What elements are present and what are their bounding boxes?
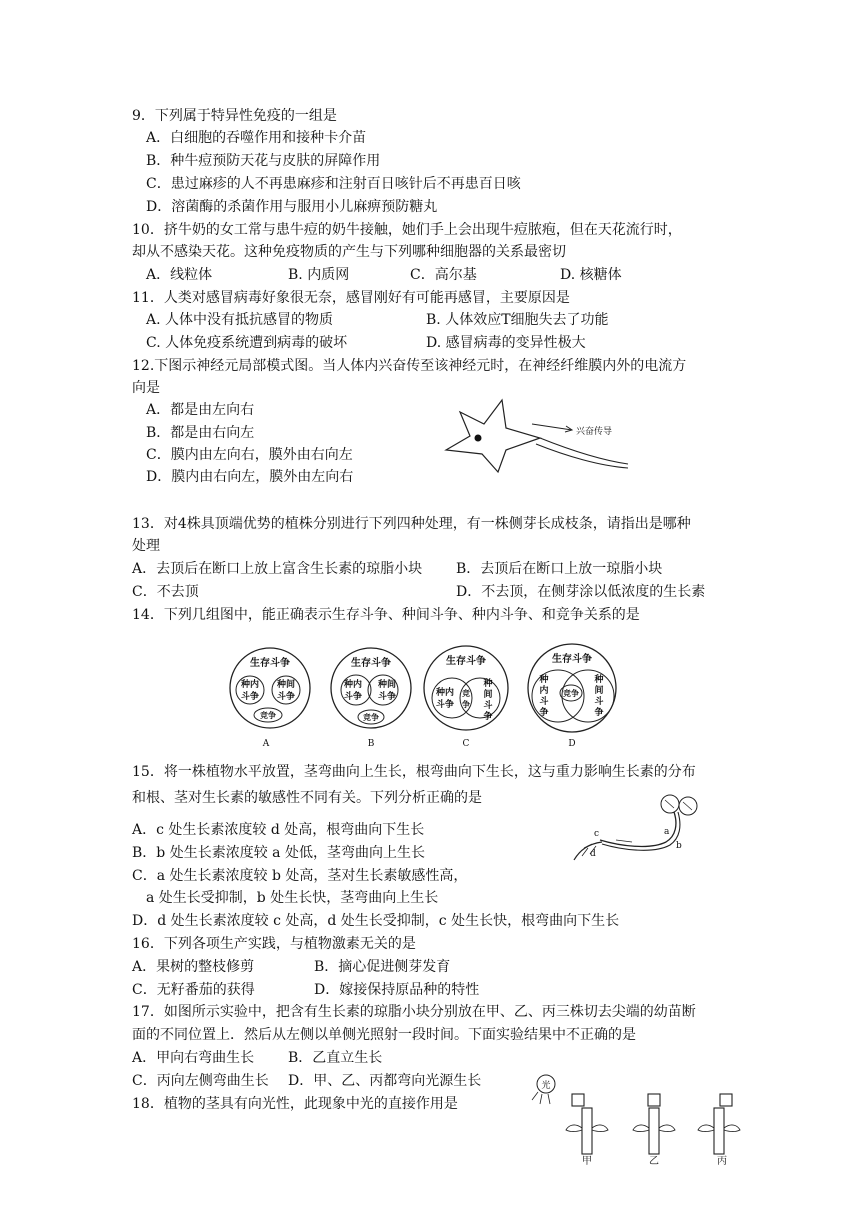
svg-text:争: 争 xyxy=(539,708,549,718)
venn-option-a xyxy=(230,648,310,749)
q11-option-a: A. 人体中没有抵抗感冒的物质 xyxy=(146,312,334,328)
q12-option-d: D．膜内由右向左，膜外由左向右 xyxy=(146,469,354,485)
q12-stem-line2: 向是 xyxy=(132,380,160,396)
fig-label-d: d xyxy=(590,849,596,859)
svg-text:斗: 斗 xyxy=(483,701,493,711)
q12-option-c: C．膜内由左向右，膜外由右向左 xyxy=(146,447,353,463)
q17-option-a: A．甲向右弯曲生长 xyxy=(132,1050,255,1066)
svg-text:种: 种 xyxy=(539,675,549,685)
seedling-jia-label: 甲 xyxy=(582,1156,592,1167)
seedling-yi-label: 乙 xyxy=(649,1156,659,1167)
q16-option-b: B．摘心促进侧芽发育 xyxy=(314,959,451,975)
q16-option-c: C．无籽番茄的获得 xyxy=(132,982,255,998)
fig-label-c: c xyxy=(594,829,600,839)
seedling-bing-label: 丙 xyxy=(717,1156,727,1167)
svg-text:种间: 种间 xyxy=(377,680,397,690)
venn-option-d xyxy=(528,644,616,749)
q15-option-c-line1: C．a 处生长素浓度较 b 处高，茎对生长素敏感性高， xyxy=(132,868,468,884)
neuron-figure xyxy=(440,398,630,474)
q13-option-c: C．不去顶 xyxy=(132,584,199,600)
q17-stem-line1: 17．如图所示实验中，把含有生长素的琼脂小块分别放在甲、乙、丙三株切去尖端的幼苗断 xyxy=(132,1004,696,1020)
q14-stem: 14．下列几组图中，能正确表示生存斗争、种间斗争、种内斗争、和竞争关系的是 xyxy=(132,607,640,623)
q10-option-a: A．线粒体 xyxy=(146,267,213,283)
q9-option-c: C．患过麻疹的人不再患麻疹和注射百日咳针后不再患百日咳 xyxy=(146,176,521,192)
svg-text:间: 间 xyxy=(594,686,604,696)
q9-option-d: D．溶菌酶的杀菌作用与服用小儿麻痹预防糖丸 xyxy=(146,199,438,215)
fig-label-b: b xyxy=(676,841,682,851)
horizontal-plant-figure xyxy=(570,788,720,864)
venn-a-label: A xyxy=(262,739,270,749)
venn-a-outer-label: 生存斗争 xyxy=(250,658,290,669)
q10-option-c: C．高尔基 xyxy=(410,267,477,283)
q9-stem: 9．下列属于特异性免疫的一组是 xyxy=(132,108,337,124)
fig-label-a: a xyxy=(664,827,670,837)
q12-stem-line1: 12.下图示神经元局部模式图。当人体内兴奋传至该神经元时，在神经纤维膜内外的电流方 xyxy=(132,358,687,374)
light-source-label: 光 xyxy=(541,1081,551,1091)
q15-stem-line1: 15．将一株植物水平放置，茎弯曲向上生长，根弯曲向下生长，这与重力影响生长素的分布 xyxy=(132,764,696,780)
svg-text:斗争: 斗争 xyxy=(377,692,397,702)
q17-option-c: C．丙向左侧弯曲生长 xyxy=(132,1073,269,1089)
q15-stem-line2: 和根、茎对生长素的敏感性不同有关。下列分析正确的是 xyxy=(132,790,482,806)
venn-c-label: C xyxy=(462,739,470,749)
q13-option-a: A．去顶后在断口上放上富含生长素的琼脂小块 xyxy=(132,561,423,577)
svg-text:种内: 种内 xyxy=(343,680,363,690)
q15-option-d: D．d 处生长素浓度较 c 处高，d 处生长受抑制，c 处生长快，根弯曲向下生长 xyxy=(132,913,620,929)
q11-option-c: C. 人体免疫系统遭到病毒的破坏 xyxy=(146,335,348,351)
svg-text:争: 争 xyxy=(594,708,604,718)
svg-text:生存斗争: 生存斗争 xyxy=(552,654,592,665)
q12-option-b: B．都是由右向左 xyxy=(146,425,255,441)
svg-text:生存斗争: 生存斗争 xyxy=(446,656,486,667)
q17-option-b: B．乙直立生长 xyxy=(288,1050,383,1066)
q17-stem-line2: 面的不同位置上．然后从左侧以单侧光照射一段时间。下面实验结果中不正确的是 xyxy=(132,1027,636,1043)
svg-text:斗: 斗 xyxy=(539,697,549,707)
svg-text:竞: 竞 xyxy=(462,688,470,698)
svg-text:争: 争 xyxy=(483,712,493,722)
svg-text:斗: 斗 xyxy=(594,697,604,707)
q10-stem-line2: 却从不感染天花。这种免疫物质的产生与下列哪种细胞器的关系最密切 xyxy=(132,244,566,260)
svg-text:竞争: 竞争 xyxy=(563,688,579,698)
svg-text:竞争: 竞争 xyxy=(260,710,276,720)
svg-text:种: 种 xyxy=(483,679,493,689)
competition-venn-figure xyxy=(226,640,622,752)
q16-stem: 16．下列各项生产实践，与植物激素无关的是 xyxy=(132,936,416,952)
q9-option-a: A．白细胞的吞噬作用和接种卡介苗 xyxy=(146,130,367,146)
phototropism-figure xyxy=(524,1068,754,1168)
venn-d-label: D xyxy=(568,739,576,749)
q9-option-b: B．种牛痘预防天花与皮肤的屏障作用 xyxy=(146,153,381,169)
svg-text:生存斗争: 生存斗争 xyxy=(351,658,391,669)
q15-option-b: B．b 处生长素浓度较 a 处低，茎弯曲向上生长 xyxy=(132,845,425,861)
svg-text:种: 种 xyxy=(594,675,604,685)
q16-option-d: D．嫁接保持原品种的特性 xyxy=(314,982,480,998)
q15-option-c-line2: a 处生长受抑制，b 处生长快，茎弯曲向上生长 xyxy=(146,890,439,906)
q13-stem-line1: 13．对4株具顶端优势的植株分别进行下列四种处理，有一株侧芽长成枝条，请指出是哪种 xyxy=(132,516,691,532)
svg-text:斗争: 斗争 xyxy=(240,692,260,702)
q18-stem: 18．植物的茎具有向光性，此现象中光的直接作用是 xyxy=(132,1096,458,1112)
svg-text:种内: 种内 xyxy=(435,688,455,698)
q11-stem: 11．人类对感冒病毒好象很无奈，感冒刚好有可能再感冒，主要原因是 xyxy=(132,290,570,306)
svg-text:种内: 种内 xyxy=(240,680,260,690)
q16-option-a: A．果树的整枝修剪 xyxy=(132,959,255,975)
excitation-conduction-label: 兴奋传导 xyxy=(576,427,613,437)
q17-option-d: D．甲、乙、丙都弯向光源生长 xyxy=(288,1073,482,1089)
venn-option-c xyxy=(424,646,508,749)
venn-option-b xyxy=(331,648,411,749)
q10-stem-line1: 10．挤牛奶的女工常与患牛痘的奶牛接触，她们手上会出现牛痘脓疱，但在天花流行时， xyxy=(132,222,682,238)
svg-text:种间: 种间 xyxy=(276,680,296,690)
q10-option-d: D. 核糖体 xyxy=(560,267,622,283)
q10-option-b: B. 内质网 xyxy=(288,267,350,283)
q15-option-a: A．c 处生长素浓度较 d 处高，根弯曲向下生长 xyxy=(132,822,425,838)
svg-text:内: 内 xyxy=(539,686,549,696)
venn-b-label: B xyxy=(367,739,375,749)
q11-option-b: B. 人体效应T细胞失去了功能 xyxy=(426,312,609,328)
svg-text:斗争: 斗争 xyxy=(276,692,296,702)
q12-option-a: A．都是由左向右 xyxy=(146,402,255,418)
svg-text:竞争: 竞争 xyxy=(363,712,379,722)
q13-option-b: B．去顶后在断口上放一琼脂小块 xyxy=(456,561,663,577)
q13-option-d: D．不去顶，在侧芽涂以低浓度的生长素 xyxy=(456,584,706,600)
svg-text:斗争: 斗争 xyxy=(435,700,455,710)
svg-text:争: 争 xyxy=(462,699,470,709)
q11-option-d: D. 感冒病毒的变异性极大 xyxy=(426,335,586,351)
svg-text:斗争: 斗争 xyxy=(343,692,363,702)
svg-text:间: 间 xyxy=(483,690,493,700)
q13-stem-line2: 处理 xyxy=(132,538,160,554)
